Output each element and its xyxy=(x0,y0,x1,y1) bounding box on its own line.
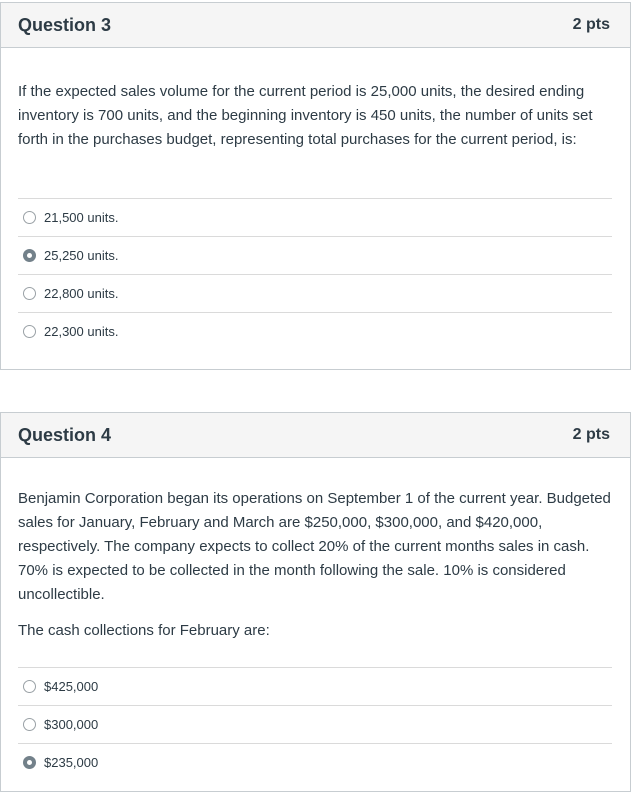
question-header xyxy=(1,3,630,48)
radio-button[interactable] xyxy=(23,680,36,693)
question-points: 2 pts xyxy=(572,16,610,33)
question-text xyxy=(18,487,613,643)
answer-option[interactable] xyxy=(18,312,612,350)
answer-label[interactable]: 25,250 units. xyxy=(44,248,119,263)
answer-label[interactable]: 22,300 units. xyxy=(44,324,119,339)
radio-button[interactable] xyxy=(23,287,36,300)
radio-button[interactable] xyxy=(23,211,36,224)
radio-button[interactable] xyxy=(23,325,36,338)
question-body: Benjamin Corporation began its operations on September 1 of the current year. Budgeted sales for January, February and March are $250,000, $300,000, and $420,000, respectively. The company expects to collect 20% of the current months sales in cash. 70% is expected to be collected in the month following the sale. 10% is considered uncollectible. xyxy=(18,490,611,603)
radio-button-selected[interactable] xyxy=(23,756,36,769)
answer-option[interactable] xyxy=(18,705,612,743)
question-title: Question 3 xyxy=(18,14,112,35)
question-title: Question 4 xyxy=(18,424,112,445)
answer-label[interactable]: 22,800 units. xyxy=(44,286,119,301)
answer-option[interactable] xyxy=(18,274,612,312)
answer-label[interactable]: $425,000 xyxy=(44,679,99,694)
question-points: 2 pts xyxy=(572,426,610,443)
answer-option[interactable] xyxy=(18,236,612,274)
question-3-card xyxy=(0,2,631,370)
question-4-card xyxy=(0,412,631,792)
answer-list xyxy=(18,198,612,350)
radio-button-selected[interactable] xyxy=(23,249,36,262)
answer-label[interactable]: 21,500 units. xyxy=(44,210,119,225)
answer-label[interactable]: $300,000 xyxy=(44,717,99,732)
answer-list xyxy=(18,667,612,781)
answer-option[interactable] xyxy=(18,667,612,705)
answer-label[interactable]: $235,000 xyxy=(44,755,99,770)
question-text xyxy=(18,80,613,152)
question-header xyxy=(1,413,630,458)
radio-button[interactable] xyxy=(23,718,36,731)
answer-option[interactable] xyxy=(18,198,612,236)
question-prompt: The cash collections for February are: xyxy=(18,622,270,639)
answer-option[interactable] xyxy=(18,743,612,781)
question-body: If the expected sales volume for the current period is 25,000 units, the desired ending inventory is 700 units, and the beginning inventory is 450 units, the number of units set forth in the purchases budget, representing total purchases for the current period, is: xyxy=(18,83,593,148)
